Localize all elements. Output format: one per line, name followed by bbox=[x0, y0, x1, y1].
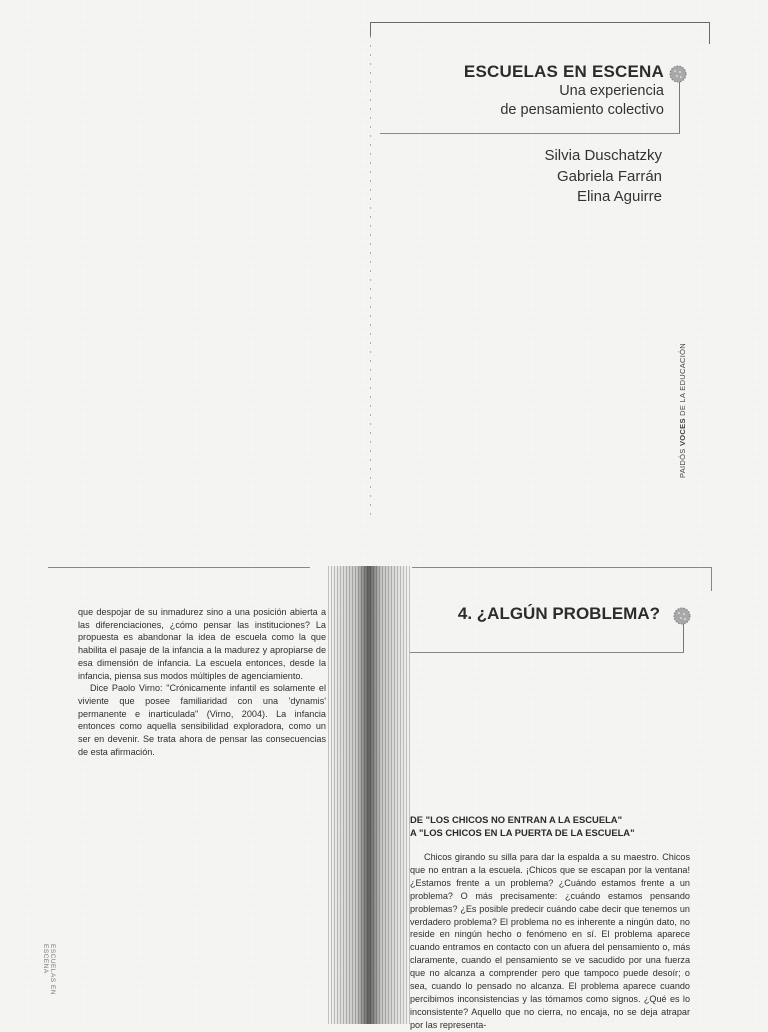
book-subtitle-line-2: de pensamiento colectivo bbox=[500, 102, 664, 118]
left-paragraph-1: que despojar de su inmadurez sino a una posición abierta a las diferenciaciones, ¿cómo pensar las instituciones? La propuesta es abandonar la idea de escuela como la que habilita el pasaje de la infancia a la madurez y apropiarse de esa dimensión de infancia. La escuela entonces, desde la infancia, piensa sus modos múltiples de agenciamiento. bbox=[78, 607, 326, 681]
title-block bbox=[440, 62, 664, 120]
right-page-body: Chicos girando su silla para dar la espalda a su maestro. Chicos que no entran a la escuela. ¡Chicos que se escapan por la ventana! ¿Estamos frente a un problema? ¿Cuándo estamos frente a un problema? O más precisamente: ¿cuándo estamos pensando problemas? ¿Es posible predecir cuándo cabe decir que tenemos un verdadero problema? El problema no es inherente a ningún dato, no reside en ningún hecho o fenómeno en sí. El problema aparece cuando entramos en contacto con un afuera del pensamiento o, más claramente, cuando el pensamiento se ve sacudido por una fuerza que no alcanza a comprender pero que tampoco puede desoír; o sea, cuando lo pensado no alcanza. El problema aparece cuando percibimos inconsistencias y las tómamos como signos. ¿Qué es lo inconsistente? Aquello que no cierra, no encaja, no se deja atrapar por las representa- bbox=[410, 852, 690, 1030]
chapter-rule-vertical bbox=[683, 624, 684, 652]
left-page-top-rule bbox=[48, 567, 310, 568]
section-heading bbox=[410, 813, 700, 839]
frame-top-line bbox=[370, 22, 710, 23]
right-page-corner-tick bbox=[711, 567, 712, 591]
authors bbox=[450, 146, 662, 208]
author-2: Gabriela Farrán bbox=[556, 167, 662, 185]
section-heading-line-2: A "LOS CHICOS EN LA PUERTA DE LA ESCUELA" bbox=[410, 827, 635, 838]
book-title: ESCUELAS EN ESCENA bbox=[463, 62, 664, 81]
book-subtitle-line-1: Una experiencia bbox=[559, 83, 664, 99]
title-rule-vertical bbox=[679, 82, 680, 134]
right-page-top-rule bbox=[412, 567, 712, 568]
series-publisher: PAIDÓS bbox=[678, 448, 687, 478]
left-running-head: ESCUELAS EN ESCENA bbox=[42, 944, 56, 996]
frame-left-tick bbox=[370, 22, 371, 36]
left-paragraph-2: Dice Paolo Virno: "Crónicamente infantil es solamente el viviente que posee familiaridad con una 'dynamis' permanente e inarticulada" (Virno, 2004). La infancia entonces como aquella sensibilidad exploradora, como un ser en devenir. Se trata ahora de pensar las consecuencias de esta afirmación. bbox=[78, 683, 326, 757]
frame-corner-line bbox=[709, 22, 710, 44]
chapter-title: 4. ¿ALGÚN PROBLEMA? bbox=[457, 604, 660, 623]
series-vertical-label bbox=[678, 343, 692, 478]
section-heading-line-1: DE "LOS CHICOS NO ENTRAN A LA ESCUELA" bbox=[410, 814, 623, 825]
book-gutter-shadow bbox=[328, 566, 410, 1024]
left-page-body bbox=[78, 606, 326, 758]
title-rule-horizontal bbox=[380, 133, 680, 134]
chapter-rule-horizontal bbox=[410, 652, 684, 653]
series-collection: VOCES bbox=[678, 418, 687, 447]
dotted-margin-line bbox=[370, 36, 371, 516]
series-rest: DE LA EDUCACIÓN bbox=[678, 343, 687, 416]
dotted-circle-ornament-icon bbox=[668, 64, 688, 84]
dotted-circle-ornament-icon bbox=[672, 606, 692, 626]
author-1: Silvia Duschatzky bbox=[544, 147, 662, 164]
author-3: Elina Aguirre bbox=[576, 188, 662, 205]
